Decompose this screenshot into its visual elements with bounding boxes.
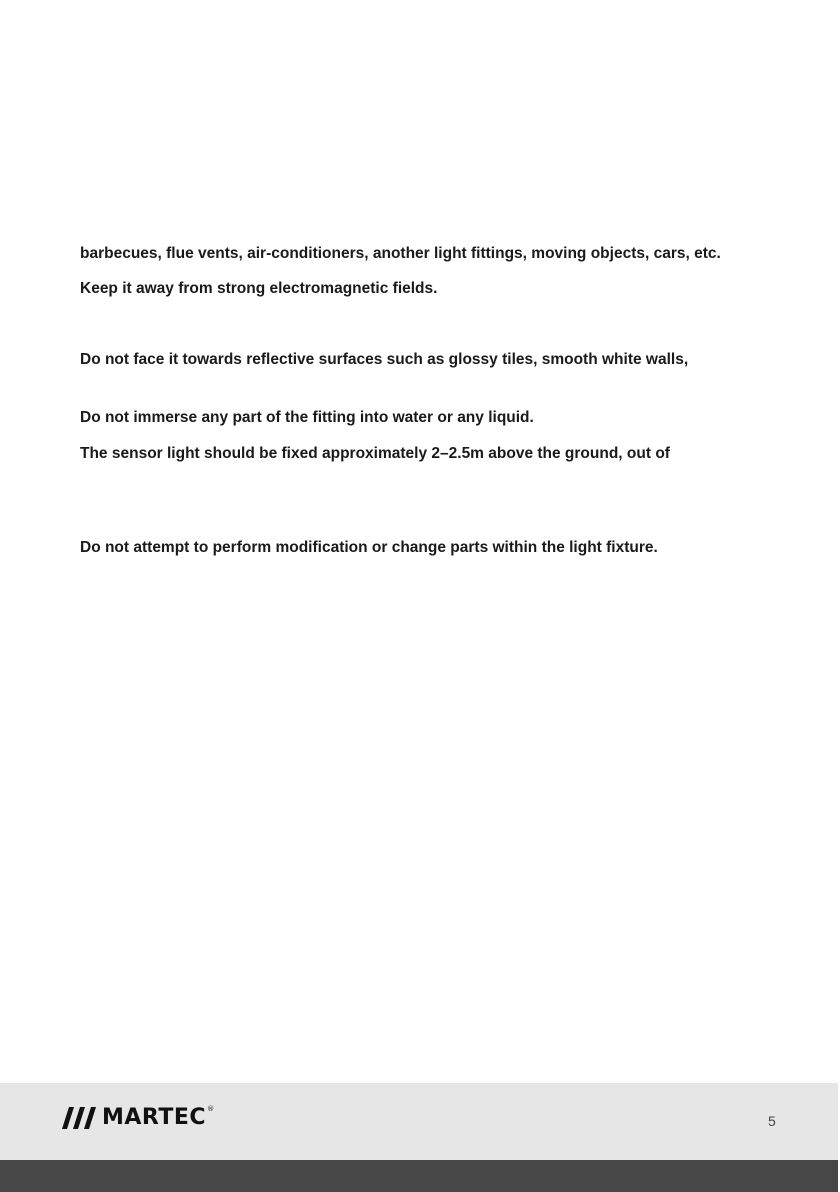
instruction-line-6: Do not attempt to perform modification or change parts within the light fixture. [80,539,658,556]
brand-name: MARTEC [102,1105,207,1130]
instruction-line-1: barbecues, flue vents, air-conditioners, another light fittings, moving objects, cars, etc. [80,245,721,262]
logo-slashes-icon [62,1105,96,1131]
footer-bar [0,1160,838,1192]
instruction-line-2: Keep it away from strong electromagnetic fields. [80,280,438,297]
page-number: 5 [768,1113,776,1129]
instruction-line-5: The sensor light should be fixed approximately 2–2.5m above the ground, out of [80,445,670,462]
instruction-line-3: Do not face it towards reflective surfaces such as glossy tiles, smooth white walls, [80,351,689,368]
brand-logo [62,1104,214,1132]
registered-mark: ® [207,1105,215,1113]
instruction-line-4: Do not immerse any part of the fitting into water or any liquid. [80,409,534,426]
